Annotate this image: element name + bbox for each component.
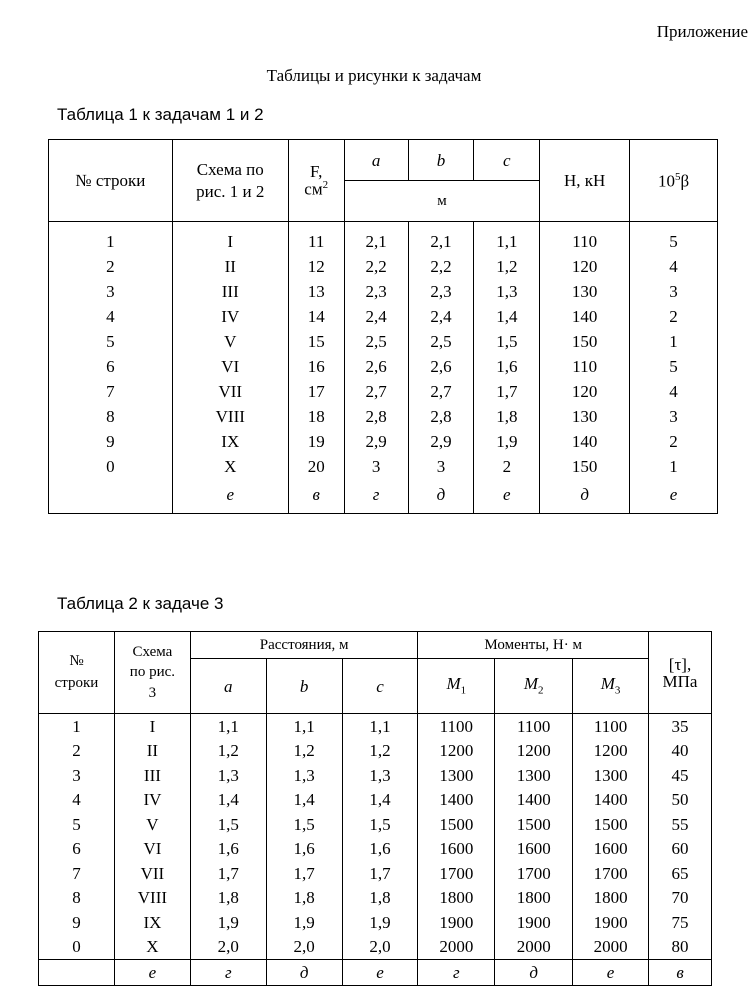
table-row [39, 837, 712, 862]
letter-cell: в [288, 479, 344, 514]
table-cell: 1,5 [474, 329, 540, 354]
table-cell: 1,6 [342, 837, 418, 862]
header-h: H, кН [540, 140, 630, 222]
table-cell: X [172, 454, 288, 479]
table-cell: 2,4 [344, 304, 408, 329]
table-cell: VII [114, 861, 190, 886]
table-cell: 2,3 [344, 279, 408, 304]
table-cell: 2000 [573, 935, 649, 960]
table-row [39, 714, 712, 739]
table-cell: 1400 [573, 788, 649, 813]
table-cell: 1 [39, 714, 115, 739]
table-cell: 3 [344, 454, 408, 479]
table-cell: 120 [540, 254, 630, 279]
table-cell: 1800 [418, 886, 495, 911]
table-cell: 1300 [573, 763, 649, 788]
table-row [49, 304, 718, 329]
table-cell: 9 [39, 910, 115, 935]
table-cell: 1,6 [190, 837, 266, 862]
table-cell: 1,3 [474, 279, 540, 304]
table-cell: 2,3 [408, 279, 474, 304]
table-cell: III [172, 279, 288, 304]
table-row [49, 379, 718, 404]
table-cell: 1,7 [266, 861, 342, 886]
table-cell: 4 [39, 788, 115, 813]
header-b: b [266, 659, 342, 714]
header-m2: $M_2$ [495, 659, 573, 714]
table-row [49, 254, 718, 279]
table-cell: 1,4 [266, 788, 342, 813]
table-cell: 1,8 [266, 886, 342, 911]
table-cell: 2,8 [408, 404, 474, 429]
table-cell: 1,2 [190, 739, 266, 764]
table-cell: 1,9 [190, 910, 266, 935]
table-cell: 2,6 [408, 354, 474, 379]
table-cell: 2 [630, 304, 718, 329]
table-cell: 16 [288, 354, 344, 379]
letter-cell: д [540, 479, 630, 514]
table-cell: 1,7 [342, 861, 418, 886]
header-a: a [190, 659, 266, 714]
table-cell: IV [114, 788, 190, 813]
table-cell: 50 [649, 788, 712, 813]
letter-cell [39, 960, 115, 986]
table-cell: 6 [39, 837, 115, 862]
table-cell: 19 [288, 429, 344, 454]
table-cell: 2 [630, 429, 718, 454]
table-cell: 1700 [418, 861, 495, 886]
table-cell: 8 [39, 886, 115, 911]
table-cell: 15 [288, 329, 344, 354]
letter-cell: д [408, 479, 474, 514]
table-cell: 1200 [573, 739, 649, 764]
letter-cell: д [495, 960, 573, 986]
header-a: a [344, 140, 408, 181]
table-row [39, 812, 712, 837]
table-cell: 1600 [495, 837, 573, 862]
table-cell: 2,9 [408, 429, 474, 454]
table-cell: 1,3 [190, 763, 266, 788]
table-cell: 1,7 [474, 379, 540, 404]
table-row [49, 454, 718, 479]
table-cell: 130 [540, 404, 630, 429]
table-cell: 1500 [418, 812, 495, 837]
table-row [39, 935, 712, 960]
table-cell: 3 [408, 454, 474, 479]
table-cell: 1400 [495, 788, 573, 813]
table-cell: 1800 [495, 886, 573, 911]
table-cell: 1,1 [342, 714, 418, 739]
letter-cell: г [418, 960, 495, 986]
table-cell: 8 [49, 404, 173, 429]
table1-header-row [49, 140, 718, 181]
table-cell: 2,4 [408, 304, 474, 329]
table-cell: 2 [49, 254, 173, 279]
table-cell: 2,5 [408, 329, 474, 354]
table-cell: 2,1 [344, 222, 408, 255]
table-cell: 1300 [418, 763, 495, 788]
table-cell: 1100 [495, 714, 573, 739]
table-row [49, 354, 718, 379]
table-cell: 20 [288, 454, 344, 479]
table-cell: 0 [39, 935, 115, 960]
table-cell: 1,2 [474, 254, 540, 279]
table-cell: 1900 [495, 910, 573, 935]
table2 [38, 631, 712, 986]
table-cell: 1700 [495, 861, 573, 886]
table-cell: 75 [649, 910, 712, 935]
table-cell: VIII [114, 886, 190, 911]
table-cell: 6 [49, 354, 173, 379]
table-cell: 3 [630, 279, 718, 304]
appendix-label: Приложение [656, 22, 748, 41]
table-cell: 1800 [573, 886, 649, 911]
table-row [49, 329, 718, 354]
table-cell: 35 [649, 714, 712, 739]
letters-row [49, 479, 718, 514]
table-cell: 1,1 [190, 714, 266, 739]
table-cell: 1,4 [190, 788, 266, 813]
table-cell: 2,0 [190, 935, 266, 960]
table-cell: 120 [540, 379, 630, 404]
table-cell: 1,9 [342, 910, 418, 935]
table-cell: 60 [649, 837, 712, 862]
table-cell: 4 [630, 379, 718, 404]
letter-cell: г [190, 960, 266, 986]
table-cell: 1,8 [474, 404, 540, 429]
table-cell: 3 [39, 763, 115, 788]
letters-row [39, 960, 712, 986]
table-cell: 2,0 [342, 935, 418, 960]
table-cell: 1200 [495, 739, 573, 764]
table-cell: 18 [288, 404, 344, 429]
header-moments: Моменты, Н· м [418, 632, 649, 659]
letter-cell: е [172, 479, 288, 514]
table-cell: 1,2 [266, 739, 342, 764]
table-cell: 13 [288, 279, 344, 304]
table-cell: 1,8 [342, 886, 418, 911]
table-cell: 1600 [573, 837, 649, 862]
table-cell: 1,8 [190, 886, 266, 911]
letter-cell [49, 479, 173, 514]
table2-body [39, 714, 712, 986]
table-cell: 1100 [418, 714, 495, 739]
table-cell: 1,5 [190, 812, 266, 837]
header-row-no: № строки [49, 140, 173, 222]
table-cell: 45 [649, 763, 712, 788]
letter-cell: д [266, 960, 342, 986]
table-cell: V [172, 329, 288, 354]
table2-header-row [39, 632, 712, 659]
letter-cell: в [649, 960, 712, 986]
table-cell: 1,5 [266, 812, 342, 837]
table-cell: III [114, 763, 190, 788]
table-cell: 1,4 [474, 304, 540, 329]
table-cell: 5 [630, 222, 718, 255]
table-row [49, 404, 718, 429]
table-cell: I [114, 714, 190, 739]
table-cell: 1,5 [342, 812, 418, 837]
table-cell: 1100 [573, 714, 649, 739]
table-cell: 2,9 [344, 429, 408, 454]
table-cell: V [114, 812, 190, 837]
table-cell: 65 [649, 861, 712, 886]
table-row [39, 739, 712, 764]
table-cell: 4 [630, 254, 718, 279]
table-cell: 1900 [573, 910, 649, 935]
letter-cell: е [342, 960, 418, 986]
table-cell: 5 [39, 812, 115, 837]
table-cell: VII [172, 379, 288, 404]
header-b: b [408, 140, 474, 181]
table-cell: 2,2 [344, 254, 408, 279]
header-beta: $10^5\beta$ [630, 140, 718, 222]
table-cell: 1,1 [266, 714, 342, 739]
header-m3: $M_3$ [573, 659, 649, 714]
header-c: c [342, 659, 418, 714]
table-cell: 11 [288, 222, 344, 255]
table-cell: 2,6 [344, 354, 408, 379]
table-cell: 7 [39, 861, 115, 886]
table-cell: 1200 [418, 739, 495, 764]
table-cell: 2000 [495, 935, 573, 960]
table-row [49, 279, 718, 304]
table-cell: 2,7 [344, 379, 408, 404]
table-row [39, 910, 712, 935]
table-row [39, 886, 712, 911]
table-cell: 2 [39, 739, 115, 764]
table-cell: I [172, 222, 288, 255]
table-cell: 150 [540, 454, 630, 479]
table-cell: 40 [649, 739, 712, 764]
table-cell: 140 [540, 304, 630, 329]
table-cell: 1500 [573, 812, 649, 837]
table-cell: 110 [540, 354, 630, 379]
table-cell: 1600 [418, 837, 495, 862]
table-cell: X [114, 935, 190, 960]
table2-caption: Таблица 2 к задаче 3 [57, 594, 224, 613]
letter-cell: е [630, 479, 718, 514]
table-cell: 5 [49, 329, 173, 354]
table-cell: VI [114, 837, 190, 862]
letter-cell: е [573, 960, 649, 986]
table-cell: 110 [540, 222, 630, 255]
letter-cell: е [474, 479, 540, 514]
header-scheme: Схема по рис. 1 и 2 [172, 140, 288, 222]
table-cell: 0 [49, 454, 173, 479]
table-cell: 1500 [495, 812, 573, 837]
header-m1: $M_1$ [418, 659, 495, 714]
header-tau: [τ], МПа [649, 632, 712, 714]
table-cell: 1 [49, 222, 173, 255]
table-cell: IV [172, 304, 288, 329]
table-cell: 2,5 [344, 329, 408, 354]
table-cell: VIII [172, 404, 288, 429]
table-cell: 1,3 [266, 763, 342, 788]
header-c: c [474, 140, 540, 181]
table1 [48, 139, 718, 514]
table-cell: II [172, 254, 288, 279]
letter-cell: г [344, 479, 408, 514]
table-cell: 2 [474, 454, 540, 479]
table-cell: 1,7 [190, 861, 266, 886]
table-row [39, 788, 712, 813]
table-row [39, 861, 712, 886]
table-cell: 1,1 [474, 222, 540, 255]
table-cell: 9 [49, 429, 173, 454]
table-cell: 130 [540, 279, 630, 304]
table-cell: 3 [630, 404, 718, 429]
table-cell: 1,6 [474, 354, 540, 379]
header-f: F, $см^2$ [288, 140, 344, 222]
table-cell: 2,8 [344, 404, 408, 429]
table-cell: 17 [288, 379, 344, 404]
table-cell: II [114, 739, 190, 764]
table-cell: 2,1 [408, 222, 474, 255]
table-cell: 2,7 [408, 379, 474, 404]
table-cell: 2,2 [408, 254, 474, 279]
table-row [39, 763, 712, 788]
page-title: Таблицы и рисунки к задачам [266, 66, 482, 85]
table-row [49, 429, 718, 454]
header-abc-unit: м [344, 181, 540, 222]
table-cell: 1,2 [342, 739, 418, 764]
table-cell: 1,9 [266, 910, 342, 935]
table-row [49, 222, 718, 255]
letter-cell: е [114, 960, 190, 986]
table-cell: 140 [540, 429, 630, 454]
table-cell: 1,4 [342, 788, 418, 813]
table-cell: 80 [649, 935, 712, 960]
table-cell: 1400 [418, 788, 495, 813]
table-cell: 5 [630, 354, 718, 379]
table-cell: 12 [288, 254, 344, 279]
table-cell: 1 [630, 454, 718, 479]
header-row-no: № строки [39, 632, 115, 714]
table-cell: 150 [540, 329, 630, 354]
table-cell: IX [114, 910, 190, 935]
table-cell: 4 [49, 304, 173, 329]
table-cell: 70 [649, 886, 712, 911]
table-cell: 1700 [573, 861, 649, 886]
table-cell: 1300 [495, 763, 573, 788]
table-cell: 1900 [418, 910, 495, 935]
header-distances: Расстояния, м [190, 632, 418, 659]
table-cell: 55 [649, 812, 712, 837]
table1-caption: Таблица 1 к задачам 1 и 2 [57, 105, 264, 124]
table-cell: 1,6 [266, 837, 342, 862]
header-scheme: Схема по рис. 3 [114, 632, 190, 714]
table-cell: VI [172, 354, 288, 379]
table-cell: 7 [49, 379, 173, 404]
table-cell: 1 [630, 329, 718, 354]
table-cell: 1,3 [342, 763, 418, 788]
table-cell: 14 [288, 304, 344, 329]
table-cell: IX [172, 429, 288, 454]
table1-body [49, 222, 718, 514]
table-cell: 2,0 [266, 935, 342, 960]
table-cell: 3 [49, 279, 173, 304]
table-cell: 1,9 [474, 429, 540, 454]
table-cell: 2000 [418, 935, 495, 960]
